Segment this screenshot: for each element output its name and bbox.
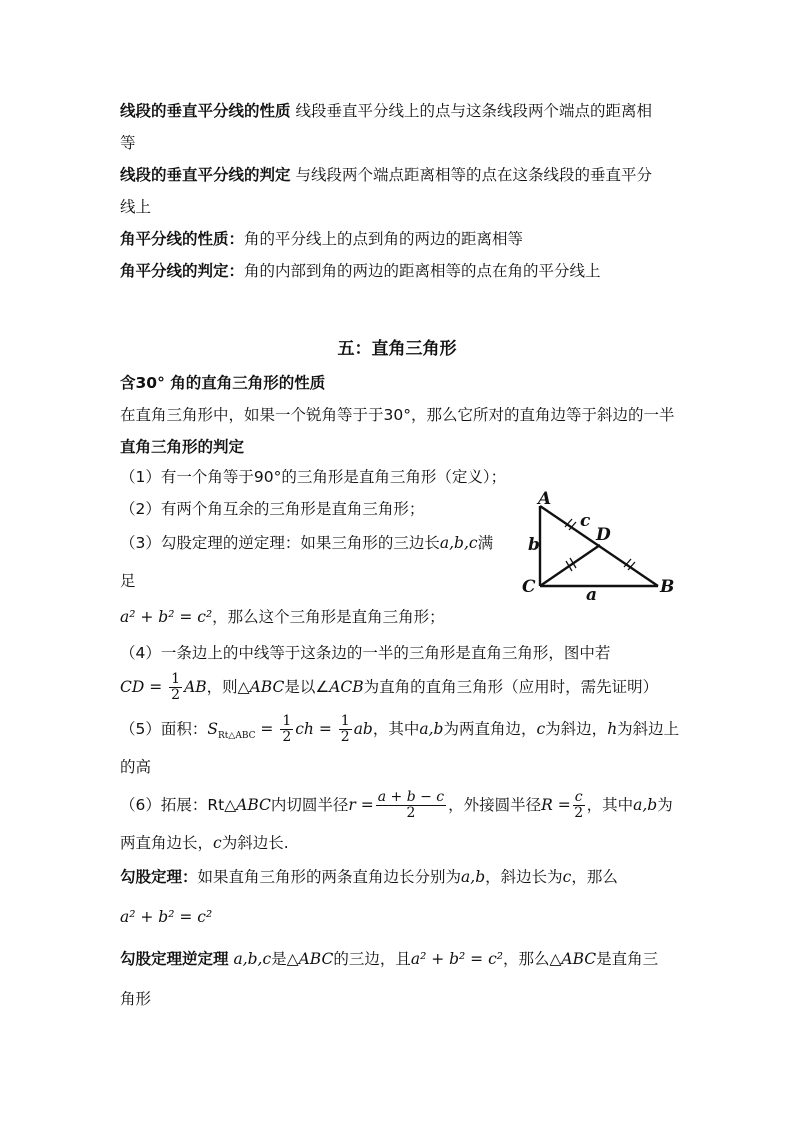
angle-bisector-property	[120, 228, 523, 250]
text: ，其中	[372, 720, 420, 738]
item-6-cont	[120, 832, 289, 854]
text: ，斜边长为	[485, 868, 563, 886]
text: （3）勾股定理的逆定理：如果三角形的三边长	[120, 534, 440, 552]
pythagorean-eq: a² + b² = c²	[410, 950, 503, 968]
fraction-inradius	[376, 790, 446, 821]
den: 2	[574, 805, 584, 821]
math-sub: Rt△ABC	[218, 731, 256, 742]
angle-bisector-criterion	[120, 260, 601, 282]
pythagorean-theorem	[120, 866, 618, 888]
fraction-half	[339, 714, 352, 745]
math-c: c	[213, 834, 222, 852]
text: ，其中	[586, 796, 634, 814]
label: 勾股定理：	[120, 868, 198, 886]
label-b-vertex: B	[660, 577, 675, 597]
median-cd	[540, 545, 600, 586]
label-c-vertex: C	[522, 577, 536, 597]
math-R: R =	[541, 796, 571, 814]
item-6	[120, 788, 673, 822]
math-abc: a,b,c	[233, 950, 272, 968]
math-acb: ACB	[329, 678, 364, 696]
right-triangle-figure	[514, 488, 684, 600]
fraction-circumradius	[573, 790, 585, 821]
label: 勾股定理逆定理	[120, 950, 229, 968]
text: 线段垂直平分线上的点与这条线段两个端点的距离相	[295, 102, 652, 120]
item-4: （4）一条边上的中线等于这条边的一半的三角形是直角三角形，图中若	[120, 644, 611, 662]
den: 2	[171, 687, 181, 703]
text: 两直角边长，	[120, 834, 214, 852]
fraction-half	[280, 714, 293, 745]
text: 角的内部到角的两边的距离相等的点在角的平分线上	[244, 262, 601, 280]
label-a-vertex: A	[538, 489, 552, 509]
den: 2	[406, 805, 416, 821]
text: 如果直角三角形的两条直角边长分别为	[197, 868, 462, 886]
math-ch: ch	[295, 720, 314, 738]
math-c: c	[536, 720, 546, 738]
math-ab-list: a,b	[419, 720, 444, 738]
math-abc: ABC	[561, 950, 597, 968]
text: 内切圆半径	[270, 796, 349, 814]
sub-title-criteria: 直角三角形的判定	[120, 438, 245, 456]
num: 1	[340, 713, 350, 729]
math-ab: ab	[353, 720, 373, 738]
text: ，则△	[206, 678, 250, 696]
den: 2	[282, 729, 292, 745]
text: 与线段两个端点距离相等的点在这条线段的垂直平分	[295, 166, 652, 184]
item-4-cont: CD = $\frac{1}{2}$ AB，则△ABC是以∠ACB为直角的直角三角形（应用时，需先证明）	[120, 671, 659, 703]
pythagorean-eq: a² + b² = c²	[120, 608, 213, 626]
text: （5）面积：	[120, 720, 208, 738]
pythagorean-converse-cont: 角形	[120, 990, 152, 1008]
item-2: （2）有两个角互余的三角形是直角三角形；	[120, 500, 425, 518]
perp-bisector-property-cont	[120, 132, 136, 154]
text: 的三边，且	[333, 950, 411, 968]
math-ab-list: a,b	[633, 796, 658, 814]
fraction-half	[169, 672, 182, 703]
text: 为两直角边，	[443, 720, 537, 738]
text: 为	[657, 796, 673, 814]
section-title: 五：直角三角形	[337, 339, 457, 359]
sub-text-30-degree: 在直角三角形中，如果一个锐角等于于30°，那么它所对的直角边等于斜边的一半	[120, 406, 675, 424]
text: 为直角的直角三角形（应用时，需先证明）	[363, 678, 659, 696]
text: 角的平分线上的点到角的两边的距离相等	[244, 230, 524, 248]
math-s: S	[207, 720, 218, 738]
math-abc: ABC	[236, 796, 271, 814]
label-side-c: c	[580, 511, 591, 531]
num: a + b − c	[377, 789, 445, 805]
pythagorean-eq: a² + b² = c²	[120, 908, 213, 926]
num: 1	[171, 671, 181, 687]
label-side-a: a	[586, 585, 598, 600]
perp-bisector-criterion	[120, 164, 652, 186]
text: 是直角三	[596, 950, 659, 968]
math-r: r =	[348, 796, 374, 814]
text: （6）拓展：Rt△	[120, 796, 237, 814]
text: 是以∠	[284, 678, 330, 696]
item-3-eq	[120, 606, 445, 628]
math-abc: a,b,c	[439, 534, 478, 552]
text: 为斜边上	[617, 720, 680, 738]
math-abc: ABC	[249, 678, 285, 696]
label: 线段的垂直平分线的性质	[120, 102, 291, 120]
item-5: （5）面积：$S_{Rt\triangle ABC}$ = $\frac{1}{2}$ ch = $\frac{1}{2}$ ab，其中a,b为两直角边，c为斜边，h为斜边上	[120, 713, 680, 745]
num: c	[574, 789, 583, 805]
math-ab: AB	[184, 678, 207, 696]
num: 1	[282, 713, 292, 729]
label-d-point: D	[596, 525, 611, 545]
math-abc: ABC	[298, 950, 334, 968]
item-1: （1）有一个角等于90°的三角形是直角三角形（定义）；	[120, 468, 507, 486]
math-ab-list: a,b	[461, 868, 486, 886]
text: ，那么这个三角形是直角三角形；	[212, 608, 445, 626]
text: 是△	[271, 950, 299, 968]
label-side-b: b	[528, 535, 540, 555]
text: 线上	[120, 198, 152, 216]
item-3-cont: 足	[120, 572, 136, 590]
math-cd: CD	[120, 678, 145, 696]
item-5-cont: 的高	[120, 758, 152, 776]
label: 角平分线的判定：	[120, 262, 245, 280]
perp-bisector-criterion-cont	[120, 196, 151, 218]
text: 为斜边长.	[221, 834, 289, 852]
text: ，那么	[571, 868, 618, 886]
den: 2	[340, 729, 350, 745]
text: ，外接圆半径	[448, 796, 542, 814]
sub-title-30-degree: 含30° 角的直角三角形的性质	[120, 374, 326, 392]
pythagorean-converse	[120, 948, 658, 970]
perp-bisector-property	[120, 100, 652, 122]
label: 角平分线的性质：	[120, 230, 245, 248]
text: 等	[120, 134, 136, 152]
text: 满	[477, 534, 494, 552]
math-c: c	[562, 868, 572, 886]
item-3	[120, 532, 493, 554]
math-h: h	[607, 720, 618, 738]
text: ，那么△	[503, 950, 562, 968]
text: 为斜边，	[545, 720, 608, 738]
label: 线段的垂直平分线的判定	[120, 166, 291, 184]
